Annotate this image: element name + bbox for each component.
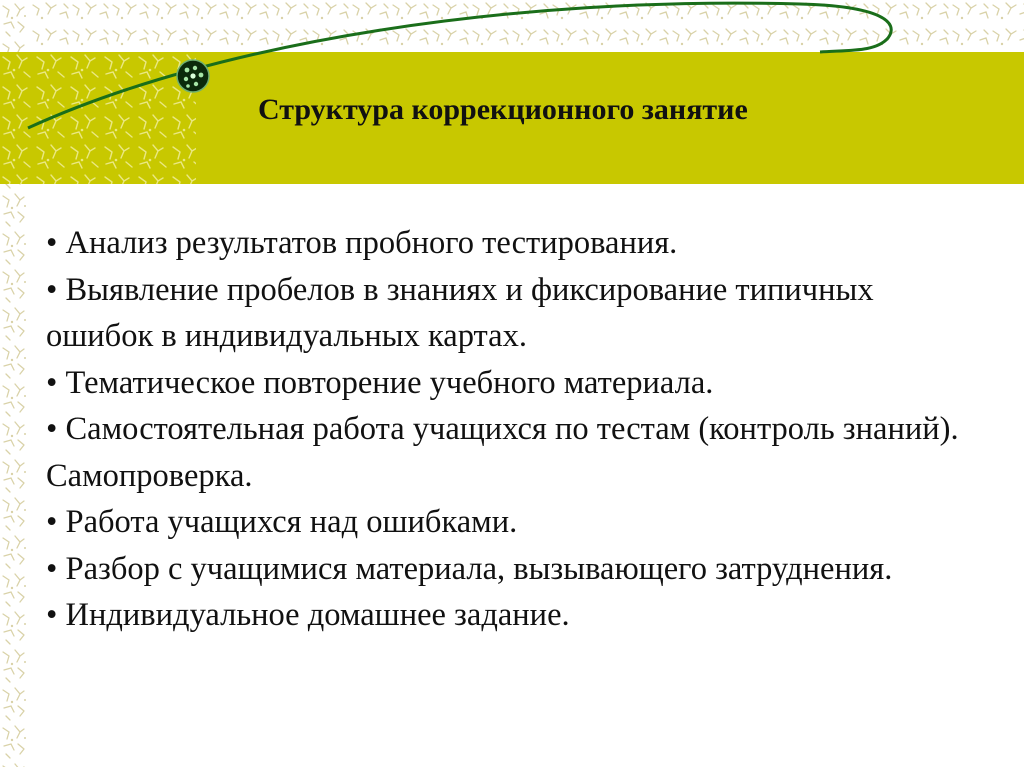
pattern-top-strip	[30, 0, 1024, 52]
bullet-item: • Работа учащихся над ошибками.	[46, 504, 518, 540]
bullet-item: • Разбор с учащимися материала, вызывающего затруднения.	[46, 550, 893, 587]
bullet-item: • Анализ результатов пробного тестирования.	[46, 225, 678, 261]
slide-title: Структура коррекционного занятие	[258, 93, 748, 126]
bullet-item: • Индивидуальное домашнее задание.	[46, 597, 570, 633]
bullet-item: • Самостоятельная работа учащихся по тестам (контроль знаний). Самопроверка.	[46, 411, 959, 494]
band-pattern	[0, 52, 196, 184]
bullet-item: • Тематическое повторение учебного материала.	[46, 364, 714, 401]
bullet-item: • Выявление пробелов в знаниях и фиксирование типичных ошибок в индивидуальных картах.	[46, 271, 874, 354]
bullet-list	[46, 220, 986, 639]
